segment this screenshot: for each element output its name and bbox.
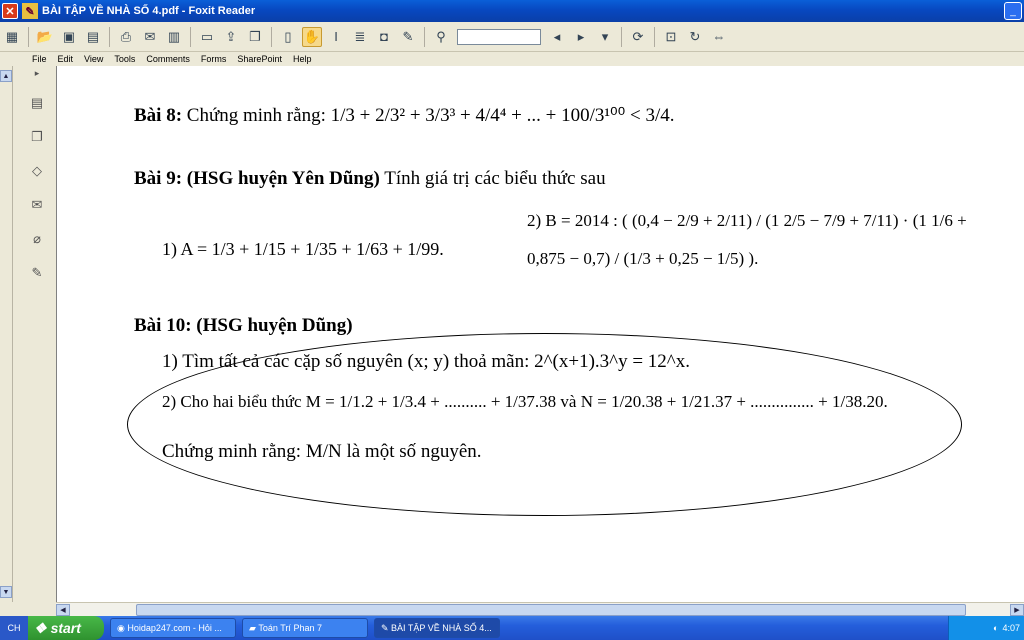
toolbar-separator: [621, 27, 622, 47]
menu-tools[interactable]: Tools: [114, 54, 136, 64]
comments-panel-icon[interactable]: ✉: [31, 197, 43, 212]
find-next-icon[interactable]: ▸: [577, 28, 585, 44]
scan-icon[interactable]: ▥: [167, 28, 181, 44]
fit-width-icon[interactable]: ⇔: [712, 29, 726, 44]
typewriter-icon[interactable]: ✎: [402, 28, 414, 44]
attachments-panel-icon[interactable]: ⌀: [33, 231, 41, 246]
save-all-icon[interactable]: ▤: [86, 28, 100, 44]
close-document-icon[interactable]: ✕: [2, 3, 18, 19]
open-icon[interactable]: 📂: [36, 28, 54, 44]
select-text-icon[interactable]: I: [334, 29, 338, 44]
bai8-line: [134, 104, 675, 127]
find-previous-icon[interactable]: ◂: [553, 28, 561, 44]
bookmarks-panel-icon[interactable]: ❐: [31, 129, 43, 144]
bai8-text: Chứng minh rằng:: [186, 105, 326, 126]
snapshot-icon[interactable]: ◘: [380, 29, 388, 44]
email-icon[interactable]: ✉: [144, 28, 156, 44]
toolbar-separator: [271, 27, 272, 47]
fit-page-icon[interactable]: ⊡: [665, 28, 677, 44]
start-button[interactable]: [28, 616, 104, 640]
hand-tool-icon[interactable]: ✋: [302, 27, 322, 47]
pages-icon[interactable]: ❐: [249, 28, 261, 44]
menu-bar: [0, 52, 1024, 66]
menu-view[interactable]: View: [84, 54, 104, 64]
panel-expand-icon[interactable]: ▸: [34, 67, 40, 78]
menu-forms[interactable]: Forms: [200, 54, 227, 64]
minimize-button[interactable]: _: [1004, 2, 1022, 20]
bai10-part2: 2) Cho hai biểu thức M = 1/1.2 + 1/3.4 + .......... + 1/37.38 và N = 1/20.38 + 1/21.37 + ............... + 1/38.20.: [162, 392, 888, 411]
rotate-icon[interactable]: ↻: [689, 28, 701, 44]
signatures-panel-icon[interactable]: ✎: [31, 265, 43, 280]
task-label: BÀI TẬP VỀ NHÀ SỐ 4...: [391, 623, 492, 633]
hand-drawn-ellipse: [127, 333, 962, 516]
scroll-up-icon[interactable]: ▲: [0, 70, 12, 82]
bai9-text: Tính giá trị các biểu thức sau: [384, 168, 606, 189]
browser-icon: ◉: [117, 622, 128, 633]
find-icon[interactable]: ⚲: [436, 28, 446, 44]
menu-comments[interactable]: Comments: [146, 54, 190, 64]
menu-file[interactable]: File: [32, 54, 47, 64]
panel-collapse-strip[interactable]: [0, 66, 13, 602]
toolbar: [0, 22, 1024, 52]
foxit-logo-icon[interactable]: ⟳: [632, 28, 644, 44]
task-label: Toán Trí Phan 7: [258, 623, 322, 633]
edit-text-icon[interactable]: ≣: [354, 28, 366, 44]
find-input[interactable]: [457, 29, 541, 45]
navigation-panel: [0, 66, 56, 602]
scroll-right-icon[interactable]: ▶: [1010, 604, 1024, 616]
bai8-label: Bài 8:: [134, 105, 183, 126]
bai10-heading: [134, 315, 353, 337]
page-view-icon[interactable]: ▯: [284, 28, 292, 44]
menu-edit[interactable]: Edit: [57, 54, 74, 64]
print-icon[interactable]: ⎙: [120, 28, 132, 44]
toolbar-separator: [654, 27, 655, 47]
bai9-label: Bài 9: (HSG huyện Yên Dũng): [134, 168, 380, 189]
window-title: BÀI TẬP VỀ NHÀ SỐ 4.pdf - Foxit Reader: [42, 5, 256, 17]
network-icon[interactable]: ◐: [993, 623, 999, 633]
scroll-left-icon[interactable]: ◀: [56, 604, 70, 616]
toolbar-separator: [190, 27, 191, 47]
toolbar-separator: [28, 27, 29, 47]
app-menu-icon[interactable]: ▦: [5, 28, 19, 44]
window-controls: [1004, 2, 1022, 20]
language-indicator[interactable]: CH: [0, 616, 28, 640]
save-icon[interactable]: ▣: [62, 28, 76, 44]
scroll-thumb[interactable]: [136, 604, 966, 616]
find-options-icon[interactable]: ▾: [601, 28, 609, 44]
horizontal-scrollbar[interactable]: [56, 602, 1024, 616]
task-foxit-pdf[interactable]: [374, 618, 500, 638]
title-bar: [0, 0, 1024, 22]
task-hoidap247[interactable]: [110, 618, 236, 638]
foxit-app-icon: ✎: [22, 3, 38, 19]
task-toan-tri-phan[interactable]: [242, 618, 368, 638]
menu-help[interactable]: Help: [292, 54, 312, 64]
bai10-label: Bài 10: (HSG huyện Dũng): [134, 315, 353, 336]
bai9-heading: [134, 168, 606, 190]
clock: 4:07: [1002, 623, 1020, 633]
document-page[interactable]: [56, 66, 1024, 602]
pages-panel-icon[interactable]: ▤: [30, 95, 44, 110]
bai10-part1: 1) Tìm tất cả các cặp số nguyên (x; y) thoả mãn: 2^(x+1).3^y = 12^x.: [162, 351, 690, 372]
bai8-expression: 1/3 + 2/3² + 3/3³ + 4/4⁴ + ... + 100/3¹⁰⁰ < 3/4.: [330, 105, 675, 126]
windows-logo-icon: ❖: [34, 619, 47, 636]
start-label: start: [50, 620, 81, 636]
bai10-conclusion: Chứng minh rằng: M/N là một số nguyên.: [162, 441, 482, 462]
bai9-part1: 1) A = 1/3 + 1/15 + 1/35 + 1/63 + 1/99.: [162, 239, 444, 259]
taskbar: [0, 616, 1024, 640]
foxit-icon: ✎: [381, 622, 392, 633]
layers-panel-icon[interactable]: ◇: [32, 163, 42, 178]
export-icon[interactable]: ⇪: [225, 28, 237, 44]
menu-sharepoint[interactable]: SharePoint: [237, 54, 282, 64]
scroll-down-icon[interactable]: ▼: [0, 586, 12, 598]
task-label: Hoidap247.com - Hỏi ...: [127, 623, 222, 633]
toolbar-separator: [109, 27, 110, 47]
toolbar-separator: [424, 27, 425, 47]
folder-icon: ▰: [249, 622, 259, 633]
monitor-icon[interactable]: ▭: [200, 28, 214, 44]
bai9-part2: 2) B = 2014 : ( (0,4 − 2/9 + 2/11) / (1 2/5 − 7/9 + 7/11) · (1 1/6 + 0,875 − 0,7) / (1/3 + 0,25 − 1/5) ).: [527, 211, 967, 268]
system-tray: [948, 616, 1024, 640]
